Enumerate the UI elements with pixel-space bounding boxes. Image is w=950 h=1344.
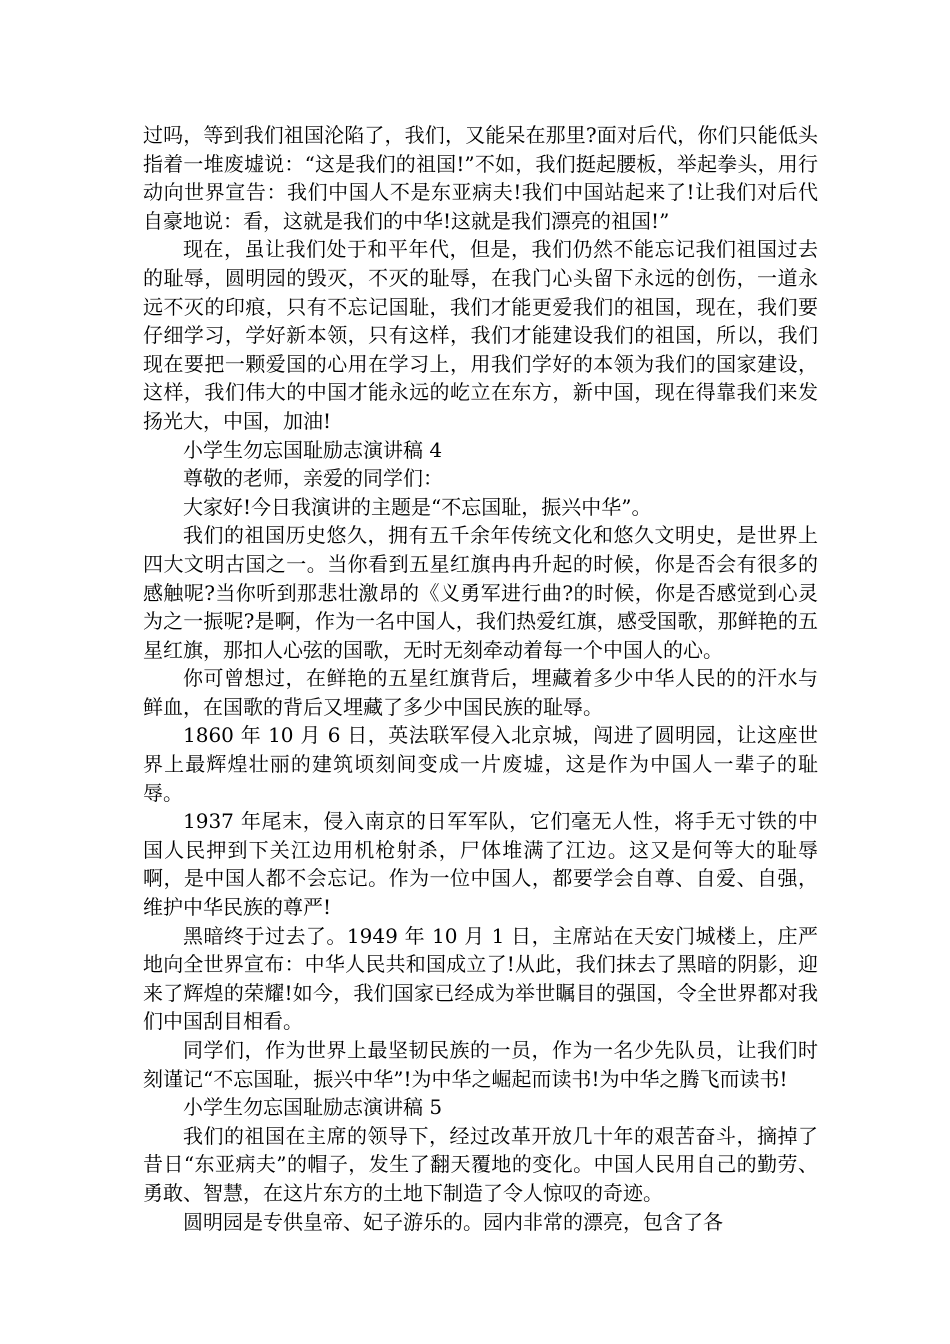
section-heading-5: 小学生勿忘国耻励志演讲稿 5 (183, 1095, 443, 1120)
paragraph-classmates: 同学们，作为世界上最坚韧民族的一员，作为一名少先队员，让我们时刻谨记“不忘国耻，振兴中华”!为中华之崛起而读书!为中华之腾飞而读书! (143, 1038, 818, 1091)
paragraph-2: 现在，虽让我们处于和平年代，但是，我们仍然不能忘记我们祖国过去的耻辱，圆明园的毁灭，不灭的耻辱，在我门心头留下永远的创伤，一道永远不灭的印痕，只有不忘记国耻，我们才能更爱我们的祖国，现在，我们要仔细学习，学好新本领，只有这样，我们才能建设我们的祖国，所以，我们现在要把一颗爱国的心用在学习上，用我们学好的本领为我们的国家建设，这样，我们伟大的中国才能永远的屹立在东方，新中国，现在得靠我们来发扬光大，中国，加油! (143, 237, 818, 433)
salutation: 尊敬的老师，亲爱的同学们： (183, 466, 443, 491)
paragraph-1: 过吗，等到我们祖国沦陷了，我们，又能呆在那里?面对后代，你们只能低头指着一堆废墟说：“这是我们的祖国!”不如，我们挺起腰板，举起拳头，用行动向世界宣告：我们中国人不是东亚病夫!我们中国站起来了!让我们对后代自豪地说：看，这就是我们的中华!这就是我们漂亮的祖国!” (143, 123, 818, 233)
paragraph-1949: 黑暗终于过去了。1949 年 10 月 1 日，主席站在天安门城楼上，庄严地向全世界宣布：中华人民共和国成立了!从此，我们抹去了黑暗的阴影，迎来了辉煌的荣耀!如今，我们国家已经成为举世瞩目的强国，令全世界都对我们中国刮目相看。 (143, 923, 818, 1034)
section-heading-4: 小学生勿忘国耻励志演讲稿 4 (183, 437, 443, 462)
paragraph-flag: 你可曾想过，在鲜艳的五星红旗背后，埋藏着多少中华人民的的汗水与鲜血，在国歌的背后又埋藏了多少中国民族的耻辱。 (143, 666, 818, 719)
paragraph-greeting: 大家好!今日我演讲的主题是“不忘国耻，振兴中华”。 (183, 494, 652, 519)
paragraph-history: 我们的祖国历史悠久，拥有五千余年传统文化和悠久文明史，是世界上四大文明古国之一。当你看到五星红旗冉冉升起的时候，你是否会有很多的感触呢?当你听到那悲壮激昂的《义勇军进行曲?的时候，你是否感觉到心灵为之一振呢?是啊，作为一名中国人，我们热爱红旗，感受国歌，那鲜艳的五星红旗，那扣人心弦的国歌，无时无刻牵动着每一个中国人的心。 (143, 523, 818, 662)
paragraph-1937: 1937 年尾末，侵入南京的日军军队，它们毫无人性，将手无寸铁的中国人民押到下关江边用机枪射杀，尸体堆满了江边。这又是何等大的耻辱啊，是中国人都不会忘记。作为一位中国人，都要学会自尊、自爱、自强，维护中华民族的尊严! (143, 809, 818, 920)
document-body (143, 121, 818, 1236)
paragraph-reform: 我们的祖国在主席的领导下，经过改革开放几十年的艰苦奋斗，摘掉了昔日“东亚病夫”的帽子，发生了翻天覆地的变化。中国人民用自己的勤劳、勇敢、智慧，在这片东方的土地下制造了令人惊叹的奇迹。 (143, 1123, 818, 1205)
paragraph-yuanmingyuan: 圆明园是专供皇帝、妃子游乐的。园内非常的漂亮，包含了各 (183, 1209, 723, 1234)
paragraph-1860: 1860 年 10 月 6 日，英法联军侵入北京城，闯进了圆明园，让这座世界上最辉煌壮丽的建筑顷刻间变成一片废墟，这是作为中国人一辈子的耻辱。 (143, 723, 818, 805)
